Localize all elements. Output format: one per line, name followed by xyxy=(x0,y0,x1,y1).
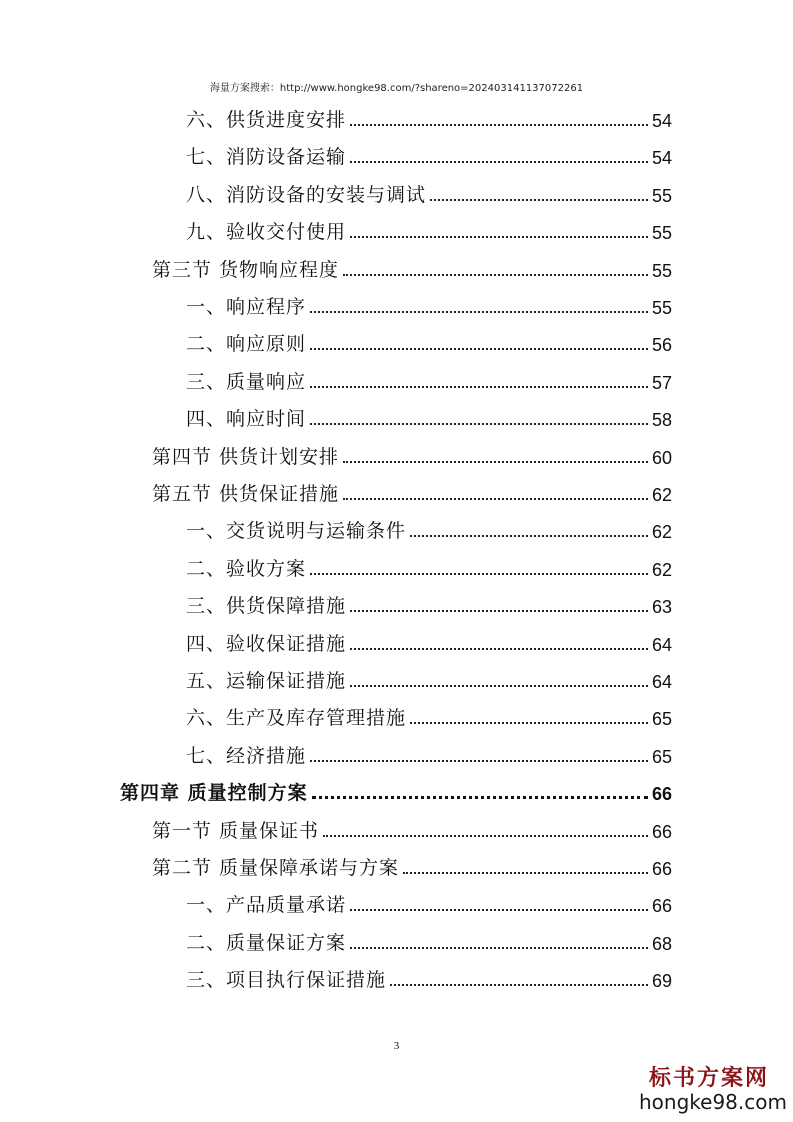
toc-dot-leader xyxy=(310,573,648,575)
toc-entry-title: 二、质量保证方案 xyxy=(186,931,347,954)
toc-entry-page-number: 56 xyxy=(651,335,672,356)
toc-entry-title: 二、验收方案 xyxy=(186,557,307,580)
toc-entry-title: 四、响应时间 xyxy=(186,408,307,431)
toc-entry[interactable] xyxy=(186,326,672,356)
toc-entry[interactable] xyxy=(186,177,672,207)
toc-entry[interactable] xyxy=(186,962,672,992)
toc-entry-title: 三、供货保障措施 xyxy=(186,595,347,618)
toc-entry-title: 二、响应原则 xyxy=(186,333,307,356)
toc-entry-page-number: 65 xyxy=(651,746,672,767)
toc-entry[interactable] xyxy=(120,775,672,805)
toc-dot-leader xyxy=(350,236,648,238)
toc-entry-title: 五、运输保证措施 xyxy=(186,670,347,692)
toc-entry[interactable] xyxy=(186,289,672,319)
toc-entry-page-number: 58 xyxy=(651,410,672,431)
toc-entry[interactable] xyxy=(186,700,672,730)
toc-entry-title: 一、产品质量承诺 xyxy=(186,894,347,917)
toc-entry-page-number: 62 xyxy=(651,559,672,580)
toc-entry-page-number: 54 xyxy=(651,148,672,169)
watermark-cn-text: 标书方案网 xyxy=(648,1065,769,1091)
watermark-logo xyxy=(639,1061,787,1114)
toc-dot-leader xyxy=(350,161,648,163)
toc-entry[interactable] xyxy=(186,626,672,656)
toc-entry-title: 第一节 质量保证书 xyxy=(152,819,320,842)
toc-entry[interactable] xyxy=(152,850,672,880)
toc-entry[interactable] xyxy=(186,663,672,693)
toc-entry-page-number: 64 xyxy=(651,634,672,655)
toc-dot-leader xyxy=(350,610,648,612)
toc-entry-page-number: 66 xyxy=(651,821,672,842)
toc-dot-leader xyxy=(343,461,648,463)
toc-entry-title: 一、响应程序 xyxy=(186,296,307,318)
toc-entry-title: 四、验收保证措施 xyxy=(186,632,347,655)
toc-dot-leader xyxy=(343,274,648,276)
toc-entry[interactable] xyxy=(152,439,672,469)
toc-entry-page-number: 55 xyxy=(651,298,672,318)
toc-entry[interactable] xyxy=(186,925,672,955)
toc-entry-page-number: 55 xyxy=(651,260,672,281)
toc-entry[interactable] xyxy=(186,887,672,917)
toc-dot-leader xyxy=(310,760,648,762)
toc-dot-leader xyxy=(310,311,648,313)
toc-entry[interactable] xyxy=(186,738,672,768)
toc-entry-title: 第二节 质量保障承诺与方案 xyxy=(152,857,400,879)
toc-entry-page-number: 60 xyxy=(651,447,672,468)
toc-entry[interactable] xyxy=(152,476,672,506)
toc-entry[interactable] xyxy=(186,364,672,394)
toc-dot-leader xyxy=(350,909,648,911)
toc-entry[interactable] xyxy=(152,252,672,282)
toc-entry-title: 七、经济措施 xyxy=(186,744,307,767)
toc-dot-leader xyxy=(310,348,648,350)
toc-dot-leader xyxy=(343,498,648,500)
toc-entry-page-number: 55 xyxy=(651,223,672,244)
toc-entry[interactable] xyxy=(186,139,672,169)
toc-dot-leader xyxy=(350,648,648,650)
toc-entry-page-number: 55 xyxy=(651,185,672,206)
toc-dot-leader xyxy=(350,124,648,126)
toc-entry-title: 六、生产及库存管理措施 xyxy=(186,707,407,730)
toc-dot-leader xyxy=(410,535,648,537)
toc-dot-leader xyxy=(310,423,648,425)
toc-entry-title: 九、验收交付使用 xyxy=(186,221,347,244)
toc-entry-title: 六、供货进度安排 xyxy=(186,109,347,131)
page-header: 海量方案搜索：http://www.hongke98.com/?shareno=20240314113707226​1 xyxy=(209,83,584,94)
toc-dot-leader xyxy=(323,835,648,837)
toc-dot-leader xyxy=(350,685,648,687)
toc-dot-leader xyxy=(310,386,648,388)
toc-entry-page-number: 62 xyxy=(651,522,672,543)
toc-dot-leader xyxy=(312,796,648,799)
toc-entry-page-number: 66 xyxy=(651,784,672,805)
toc-entry-page-number: 66 xyxy=(651,859,672,879)
toc-entry-page-number: 65 xyxy=(651,709,672,730)
toc-dot-leader xyxy=(403,872,648,874)
toc-entry-page-number: 68 xyxy=(651,933,672,954)
toc-entry[interactable] xyxy=(186,102,672,132)
watermark-en-text: hongke98.com xyxy=(639,1090,787,1114)
toc-entry-title: 七、消防设备运输 xyxy=(186,146,347,169)
toc-entry-title: 第五节 供货保证措施 xyxy=(152,483,340,505)
toc-dot-leader xyxy=(350,947,648,949)
toc-dot-leader xyxy=(410,722,648,724)
toc-entry-title: 八、消防设备的安装与调试 xyxy=(186,183,427,206)
toc-dot-leader xyxy=(430,199,648,201)
toc-entry[interactable] xyxy=(186,513,672,543)
toc-entry-page-number: 66 xyxy=(651,896,672,917)
toc-entry-page-number: 54 xyxy=(651,111,672,131)
toc-entry[interactable] xyxy=(186,551,672,581)
toc-entry-page-number: 69 xyxy=(651,971,672,992)
toc-dot-leader xyxy=(390,984,648,986)
toc-entry-page-number: 57 xyxy=(651,372,672,393)
toc-entry-title: 第三节 货物响应程度 xyxy=(152,258,340,281)
toc-entry[interactable] xyxy=(186,588,672,618)
toc-entry-page-number: 64 xyxy=(651,672,672,692)
toc-entry-page-number: 63 xyxy=(651,597,672,618)
toc-entry-title: 三、项目执行保证措施 xyxy=(186,969,387,992)
toc-entry[interactable] xyxy=(186,401,672,431)
toc-entry[interactable] xyxy=(186,214,672,244)
toc-entry-title: 一、交货说明与运输条件 xyxy=(186,520,407,543)
toc-entry[interactable] xyxy=(152,813,672,843)
toc-entry-title: 第四章 质量控制方案 xyxy=(120,782,308,805)
page-number: 3 xyxy=(393,1040,400,1052)
toc-entry-page-number: 62 xyxy=(651,485,672,505)
toc-entry-title: 三、质量响应 xyxy=(186,370,307,393)
toc-entry-title: 第四节 供货计划安排 xyxy=(152,445,340,468)
